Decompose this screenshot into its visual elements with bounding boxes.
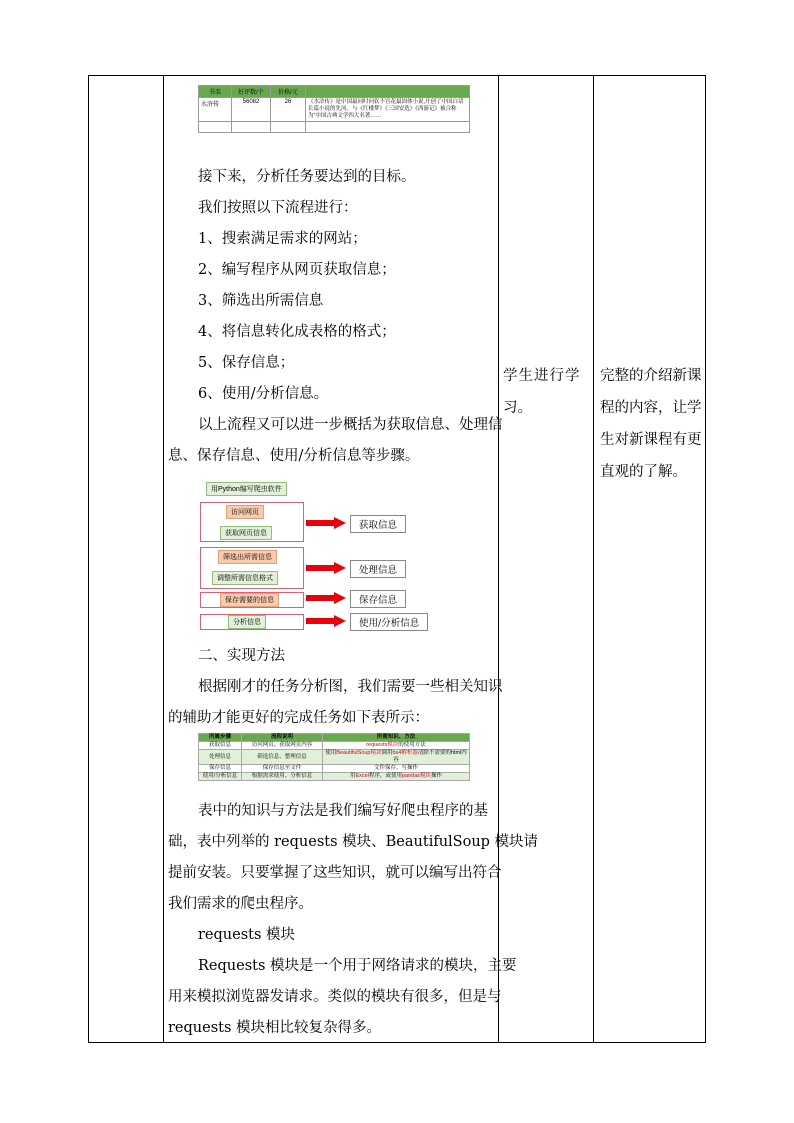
paragraph: 我们按照以下流程进行： (198, 200, 358, 216)
paragraph: 表中的知识与方法是我们编写好爬虫程序的基 (198, 803, 488, 819)
flow-header: 用Python编写爬虫软件 (206, 482, 287, 496)
kt-header: 所需知识、方法 (323, 734, 470, 742)
result-save: 保存信息 (350, 590, 406, 608)
step-item: 6、使用/分析信息。 (198, 386, 329, 402)
flow-adjust: 调整所需信息格式 (212, 571, 278, 585)
design-intent: 完整的介绍新课 程的内容，让学 生对新课程有更 直观的了解。 (600, 368, 702, 480)
kt-knowledge: 使用BeautifulSoup模块调用bs4解析器清除不需要的html内容 (323, 750, 470, 765)
paragraph: 提前安装。只要掌握了这些知识，就可以编写出符合 (168, 865, 502, 881)
flow-save: 保存需要的信息 (220, 593, 279, 607)
kt-knowledge: 用Excel程序，或使用pandas模块操作 (323, 773, 470, 781)
header-book-name: 书名 (199, 86, 232, 98)
kt-header: 流程说明 (242, 734, 323, 742)
paragraph: 以上流程又可以进一步概括为获取信息、处理信 (198, 417, 503, 433)
kt-knowledge: 文件保存、写操作 (323, 765, 470, 773)
knowledge-table (198, 733, 470, 781)
column-divider (593, 76, 594, 1042)
kt-desc: 访问网页、获取网页内容 (242, 742, 323, 750)
cell-name: 水浒传 (199, 98, 232, 122)
kt-step: 获取信息 (199, 742, 242, 750)
column-divider (498, 76, 499, 1042)
kt-step: 保存信息 (199, 765, 242, 773)
paragraph: 用来模拟浏览器发请求。类似的模块有很多，但是与 (168, 989, 502, 1005)
column-divider (163, 76, 164, 1042)
paragraph: Requests 模块是一个用于网络请求的模块，主要 (198, 958, 517, 974)
flow-get-info: 获取网页信息 (220, 526, 272, 540)
kt-step: 使用/分析信息 (199, 773, 242, 781)
paragraph: 础，表中列举的 requests 模块、BeautifulSoup 模块请 (168, 834, 539, 850)
step-item: 1、搜索满足需求的网站； (198, 231, 367, 247)
result-use: 使用/分析信息 (350, 613, 428, 631)
process-flowchart (198, 480, 448, 630)
header-price: 价格/元 (271, 86, 306, 98)
paragraph: 接下来，分析任务要达到的目标。 (198, 169, 416, 185)
header-desc (306, 86, 470, 98)
section-heading: 二、实现方法 (198, 648, 285, 664)
kt-knowledge: requests模块的使用方法 (323, 742, 470, 750)
flow-visit: 访问网页 (226, 505, 264, 519)
paragraph: 的辅助才能更好的完成任务如下表所示： (168, 710, 429, 726)
step-item: 5、保存信息； (198, 355, 295, 371)
kt-desc: 筛选信息、整理信息 (242, 750, 323, 765)
arrow-right-icon (306, 517, 346, 529)
arrow-right-icon (306, 592, 346, 604)
kt-desc: 保存信息至文件 (242, 765, 323, 773)
flow-filter: 筛选出所需信息 (218, 550, 277, 564)
arrow-right-icon (306, 562, 346, 574)
step-item: 3、筛选出所需信息 (198, 293, 324, 309)
header-reviews: 好评数/个 (232, 86, 271, 98)
flow-analyze: 分析信息 (228, 615, 266, 629)
student-activity: 学生进行学 习。 (503, 368, 581, 416)
cell-price: 26 (271, 98, 306, 122)
arrow-right-icon (306, 615, 346, 627)
result-get: 获取信息 (350, 515, 406, 533)
paragraph: 息、保存信息、使用/分析信息等步骤。 (168, 448, 420, 464)
cell-reviews: 56082 (232, 98, 271, 122)
paragraph: requests 模块相比较复杂得多。 (168, 1020, 382, 1036)
result-process: 处理信息 (350, 560, 406, 578)
step-item: 2、编写程序从网页获取信息； (198, 262, 396, 278)
step-item: 4、将信息转化成表格的格式； (198, 324, 396, 340)
paragraph: 我们需求的爬虫程序。 (168, 896, 313, 912)
book-data-table (198, 85, 470, 133)
subheading: requests 模块 (198, 927, 296, 943)
kt-header: 所属步骤 (199, 734, 242, 742)
kt-step: 处理信息 (199, 750, 242, 765)
kt-desc: 根据需求使用、分析信息 (242, 773, 323, 781)
cell-desc: 《水浒传》是中国最同时向钦不宫花最固体小说,开创了中国白话长篇小说的先河。与《红楼梦》《三国安选》《西游记》被合称为“中国古典文学四大名著…… (306, 98, 470, 122)
paragraph: 根据刚才的任务分析图，我们需要一些相关知识 (198, 679, 503, 695)
